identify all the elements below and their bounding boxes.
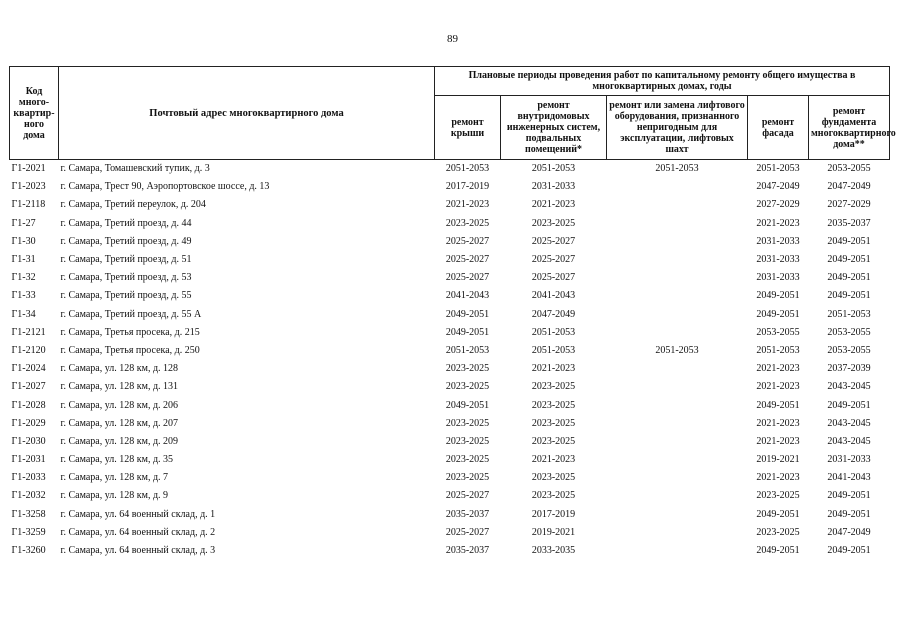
facade-period-cell: 2047-2049 [756,181,800,193]
address-cell: г. Самара, Третий проезд, д. 55 [60,290,192,302]
table-row [10,196,890,214]
elevator-period-cell [607,378,748,396]
header-foundation: ремонт фундамента многоквартирного дома** [809,96,890,160]
address-cell: г. Самара, Третий проезд, д. 55 А [60,308,202,320]
facade-period-cell: 2021-2023 [756,417,800,429]
table-row [10,415,890,433]
table-body [10,160,890,561]
table-row [10,287,890,305]
address-cell: г. Самара, Третья просека, д. 215 [60,326,200,338]
code-cell: Г1-2030 [11,435,46,447]
table-row [10,451,890,469]
elevator-period-cell [607,415,748,433]
elevator-period-cell [607,215,748,233]
facade-period-cell: 2021-2023 [756,472,800,484]
facade-period-cell: 2049-2051 [756,508,800,520]
engineering-period-cell: 2017-2019 [531,508,576,520]
header-elevator: ремонт или замена лифтового оборудования, признанного непригодным для эксплуатации, лифтовых шахт [607,96,748,160]
engineering-period-cell: 2021-2023 [531,454,576,466]
code-cell: Г1-2027 [11,381,46,393]
foundation-period-cell: 2053-2055 [809,160,890,179]
code-cell: Г1-3259 [11,526,46,538]
code-cell: Г1-27 [11,217,36,229]
table-row [10,506,890,524]
elevator-period-cell [607,451,748,469]
elevator-period-cell [607,306,748,324]
code-cell: Г1-31 [11,254,36,266]
table-row [10,378,890,396]
code-cell: Г1-33 [11,290,36,302]
engineering-period-cell: 2025-2027 [531,254,576,266]
engineering-period-cell: 2021-2023 [531,199,576,211]
foundation-period-cell: 2027-2029 [827,199,871,211]
engineering-period-cell: 2021-2023 [531,363,576,375]
code-cell: Г1-34 [11,308,36,320]
table-row [10,251,890,269]
address-cell: г. Самара, ул. 128 км, д. 35 [60,454,174,466]
elevator-period-cell [607,196,748,214]
code-cell: Г1-2120 [11,344,46,356]
elevator-period-cell [607,269,748,287]
code-cell: Г1-2024 [11,363,46,375]
address-cell: г. Самара, Третья просека, д. 250 [60,344,200,356]
elevator-period-cell [607,506,748,524]
elevator-period-cell: 2051-2053 [655,344,699,356]
roof-period-cell: 2025-2027 [445,526,490,538]
engineering-period-cell: 2051-2053 [531,344,576,356]
facade-period-cell: 2023-2025 [756,490,800,502]
code-cell: Г1-2028 [11,399,46,411]
elevator-period-cell [607,178,748,196]
foundation-period-cell: 2049-2051 [827,290,871,302]
table-row [10,487,890,505]
roof-period-cell: 2023-2025 [445,454,490,466]
foundation-period-cell: 2041-2043 [827,472,871,484]
roof-period-cell: 2025-2027 [445,490,490,502]
facade-period-cell: 2031-2033 [756,272,800,284]
roof-period-cell: 2025-2027 [445,272,490,284]
foundation-period-cell: 2035-2037 [827,217,871,229]
foundation-period-cell: 2049-2051 [827,399,871,411]
roof-period-cell: 2041-2043 [445,290,490,302]
engineering-period-cell: 2023-2025 [531,417,576,429]
address-cell: г. Самара, ул. 128 км, д. 131 [60,381,179,393]
roof-period-cell: 2035-2037 [445,545,490,557]
table-row [10,524,890,542]
facade-period-cell: 2031-2033 [756,235,800,247]
elevator-period-cell [607,324,748,342]
engineering-period-cell: 2023-2025 [531,217,576,229]
roof-period-cell: 2049-2051 [445,308,490,320]
foundation-period-cell: 2037-2039 [827,363,871,375]
table-row [10,306,890,324]
table-row [10,160,890,179]
address-cell: г. Самара, Третий переулок, д. 204 [60,199,206,211]
address-cell: г. Самара, Томашевский тупик, д. 3 [59,160,435,179]
code-cell: Г1-2121 [11,326,46,338]
foundation-period-cell: 2049-2051 [827,272,871,284]
facade-period-cell: 2053-2055 [756,326,800,338]
table-row [10,396,890,414]
table-row [10,233,890,251]
engineering-period-cell: 2023-2025 [531,472,576,484]
engineering-period-cell: 2023-2025 [531,435,576,447]
roof-period-cell: 2023-2025 [445,472,490,484]
table-row [10,469,890,487]
table-row [10,269,890,287]
facade-period-cell: 2051-2053 [756,344,800,356]
roof-period-cell: 2049-2051 [445,326,490,338]
header-periods-group: Плановые периоды проведения работ по капитальному ремонту общего имущества в многоквартирных домах, годы [435,67,890,96]
roof-period-cell: 2049-2051 [445,399,490,411]
engineering-period-cell: 2051-2053 [531,326,576,338]
address-cell: г. Самара, ул. 128 км, д. 207 [60,417,179,429]
foundation-period-cell: 2049-2051 [827,254,871,266]
header-address: Почтовый адрес многоквартирного дома [59,67,435,160]
engineering-period-cell: 2041-2043 [531,290,576,302]
elevator-period-cell [607,524,748,542]
facade-period-cell: 2021-2023 [756,381,800,393]
elevator-period-cell [607,251,748,269]
foundation-period-cell: 2049-2051 [827,235,871,247]
elevator-period-cell [607,287,748,305]
foundation-period-cell: 2043-2045 [827,417,871,429]
elevator-period-cell [607,469,748,487]
table-row [10,324,890,342]
roof-period-cell: 2051-2053 [445,344,490,356]
code-cell: Г1-30 [11,235,36,247]
header-engineering: ремонт внутридомовых инженерных систем, подвальных помещений* [501,96,607,160]
foundation-period-cell: 2049-2051 [827,490,871,502]
engineering-period-cell: 2033-2035 [531,545,576,557]
facade-period-cell: 2049-2051 [756,308,800,320]
capital-repair-table [9,66,896,560]
header-code: Код много-квартир-ного дома [10,67,59,160]
address-cell: г. Самара, ул. 128 км, д. 7 [60,472,169,484]
roof-period-cell: 2025-2027 [445,254,490,266]
facade-period-cell: 2051-2053 [748,160,809,179]
header-facade: ремонт фасада [748,96,809,160]
address-cell: г. Самара, ул. 64 военный склад, д. 2 [60,526,216,538]
code-cell: Г1-2118 [11,199,46,211]
page-number: 89 [447,33,458,45]
roof-period-cell: 2023-2025 [445,217,490,229]
engineering-period-cell: 2025-2027 [531,272,576,284]
table-row [10,215,890,233]
facade-period-cell: 2031-2033 [756,254,800,266]
engineering-period-cell: 2023-2025 [531,399,576,411]
table-row [10,542,890,560]
code-cell: Г1-2023 [11,181,46,193]
address-cell: г. Самара, ул. 128 км, д. 9 [60,490,169,502]
foundation-period-cell: 2047-2049 [827,181,871,193]
table-row [10,178,890,196]
code-cell: Г1-3260 [11,545,46,557]
elevator-period-cell: 2051-2053 [607,160,748,179]
address-cell: г. Самара, ул. 128 км, д. 206 [60,399,179,411]
elevator-period-cell [607,542,748,560]
header-roof: ремонт крыши [435,96,501,160]
roof-period-cell: 2035-2037 [445,508,490,520]
elevator-period-cell [607,487,748,505]
code-cell: Г1-2029 [11,417,46,429]
facade-period-cell: 2049-2051 [756,399,800,411]
engineering-period-cell: 2019-2021 [531,526,576,538]
engineering-period-cell: 2051-2053 [501,160,607,179]
foundation-period-cell: 2049-2051 [827,508,871,520]
code-cell: Г1-32 [11,272,36,284]
engineering-period-cell: 2031-2033 [531,181,576,193]
foundation-period-cell: 2031-2033 [827,454,871,466]
facade-period-cell: 2019-2021 [756,454,800,466]
address-cell: г. Самара, ул. 64 военный склад, д. 3 [60,545,216,557]
address-cell: г. Самара, ул. 128 км, д. 209 [60,435,179,447]
code-cell: Г1-2021 [10,160,59,179]
roof-period-cell: 2023-2025 [445,417,490,429]
table-row [10,433,890,451]
address-cell: г. Самара, Трест 90, Аэропортовское шоссе, д. 13 [60,181,270,193]
foundation-period-cell: 2049-2051 [827,545,871,557]
facade-period-cell: 2027-2029 [756,199,800,211]
address-cell: г. Самара, Третий проезд, д. 44 [60,217,192,229]
roof-period-cell: 2023-2025 [445,381,490,393]
foundation-period-cell: 2043-2045 [827,381,871,393]
facade-period-cell: 2049-2051 [756,290,800,302]
code-cell: Г1-3258 [11,508,46,520]
address-cell: г. Самара, Третий проезд, д. 49 [60,235,192,247]
foundation-period-cell: 2043-2045 [827,435,871,447]
elevator-period-cell [607,360,748,378]
facade-period-cell: 2021-2023 [756,435,800,447]
code-cell: Г1-2031 [11,454,46,466]
foundation-period-cell: 2053-2055 [827,326,871,338]
code-cell: Г1-2033 [11,472,46,484]
address-cell: г. Самара, ул. 64 военный склад, д. 1 [60,508,216,520]
facade-period-cell: 2021-2023 [756,363,800,375]
table-row [10,342,890,360]
engineering-period-cell: 2023-2025 [531,381,576,393]
address-cell: г. Самара, Третий проезд, д. 53 [60,272,192,284]
elevator-period-cell [607,433,748,451]
engineering-period-cell: 2023-2025 [531,490,576,502]
roof-period-cell: 2023-2025 [445,363,490,375]
engineering-period-cell: 2025-2027 [531,235,576,247]
roof-period-cell: 2021-2023 [445,199,490,211]
foundation-period-cell: 2051-2053 [827,308,871,320]
roof-period-cell: 2017-2019 [445,181,490,193]
roof-period-cell: 2025-2027 [445,235,490,247]
facade-period-cell: 2021-2023 [756,217,800,229]
code-cell: Г1-2032 [11,490,46,502]
facade-period-cell: 2049-2051 [756,545,800,557]
engineering-period-cell: 2047-2049 [531,308,576,320]
facade-period-cell: 2023-2025 [756,526,800,538]
elevator-period-cell [607,233,748,251]
table-row [10,360,890,378]
foundation-period-cell: 2047-2049 [827,526,871,538]
foundation-period-cell: 2053-2055 [827,344,871,356]
address-cell: г. Самара, ул. 128 км, д. 128 [60,363,179,375]
address-cell: г. Самара, Третий проезд, д. 51 [60,254,192,266]
roof-period-cell: 2051-2053 [435,160,501,179]
roof-period-cell: 2023-2025 [445,435,490,447]
elevator-period-cell [607,396,748,414]
